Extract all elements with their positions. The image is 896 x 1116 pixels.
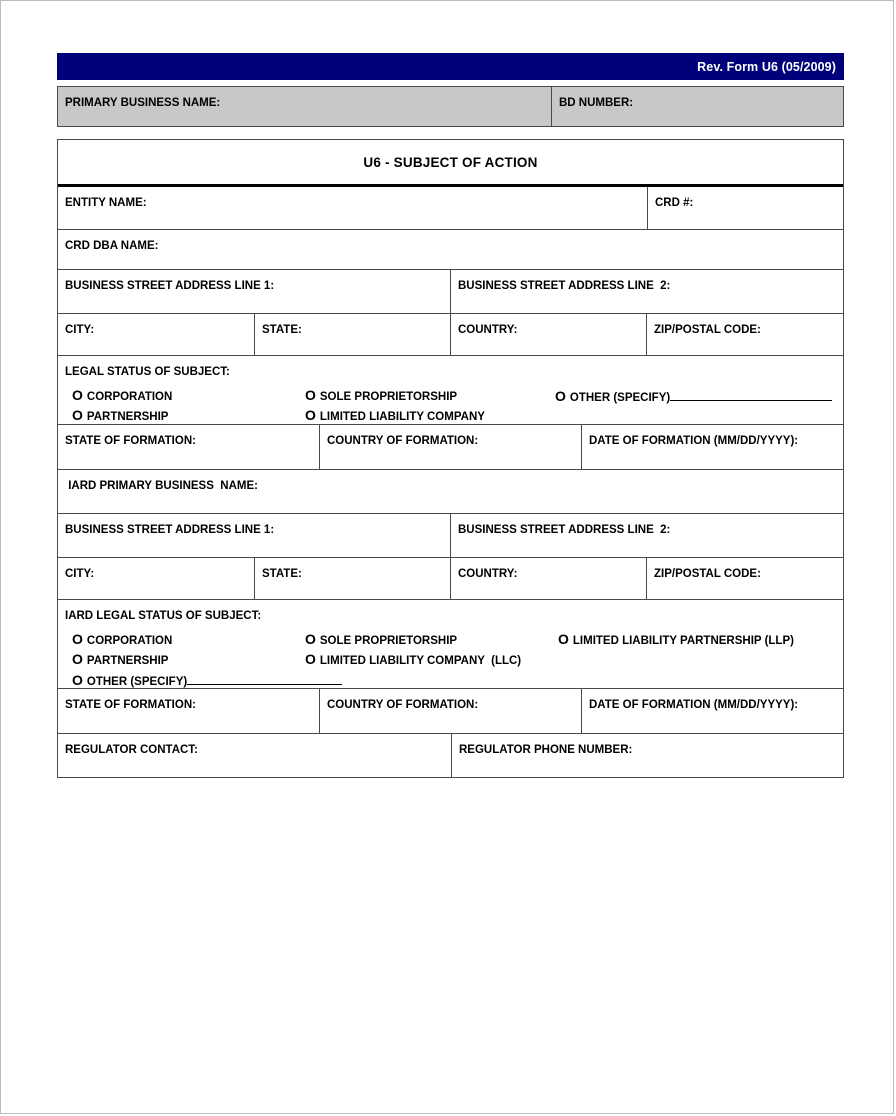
iard-option-llp[interactable]	[558, 633, 794, 647]
radio-icon: O	[305, 631, 316, 647]
iard-other-specify-input-line[interactable]	[187, 673, 342, 685]
radio-icon: O	[305, 407, 316, 423]
primary-business-name-field[interactable]	[58, 87, 552, 126]
address1-line1-field[interactable]	[58, 270, 451, 313]
form-table	[57, 139, 844, 778]
iard-option-partnership[interactable]	[72, 653, 168, 667]
address2-city-label: CITY:	[65, 568, 95, 580]
iard-primary-business-row	[58, 470, 843, 514]
iard-primary-business-name-label: IARD PRIMARY BUSINESS NAME:	[65, 480, 258, 492]
formation1-country-label: COUNTRY OF FORMATION:	[327, 435, 479, 447]
formation1-state-field[interactable]	[58, 425, 320, 469]
radio-icon: O	[558, 631, 569, 647]
city-state-row-2	[58, 558, 843, 600]
radio-icon: O	[72, 631, 83, 647]
address2-state-label: STATE:	[262, 568, 302, 580]
legal-status-option-sole-proprietorship[interactable]	[305, 389, 457, 403]
radio-icon: O	[72, 387, 83, 403]
legal-status-option-corporation[interactable]	[72, 389, 172, 403]
legal-status-option-llc[interactable]	[305, 409, 485, 423]
revision-label: Rev. Form U6 (05/2009)	[697, 59, 836, 74]
radio-icon: O	[305, 387, 316, 403]
address1-state-field[interactable]	[255, 314, 451, 355]
address2-city-field[interactable]	[58, 558, 255, 599]
legal-status-group	[58, 356, 843, 424]
legal-status-heading: LEGAL STATUS OF SUBJECT:	[65, 366, 230, 378]
regulator-phone-field[interactable]	[452, 734, 843, 777]
radio-icon: O	[72, 407, 83, 423]
address1-country-label: COUNTRY:	[458, 324, 518, 336]
address2-zip-label: ZIP/POSTAL CODE:	[654, 568, 761, 580]
form-title-row	[58, 140, 843, 187]
regulator-contact-field[interactable]	[58, 734, 452, 777]
business-address-row-1	[58, 270, 843, 314]
iard-primary-business-name-field[interactable]	[58, 470, 843, 513]
primary-business-row	[57, 86, 844, 127]
iard-option-llc[interactable]	[305, 653, 521, 667]
address2-line1-field[interactable]	[58, 514, 451, 557]
regulator-row	[58, 734, 843, 777]
formation-row-1	[58, 425, 843, 470]
legal-status-option-partnership[interactable]	[72, 409, 168, 423]
formation1-date-label: DATE OF FORMATION (MM/DD/YYYY):	[589, 435, 799, 447]
crd-dba-name-field[interactable]	[58, 230, 843, 269]
address2-country-field[interactable]	[451, 558, 647, 599]
option-label: LIMITED LIABILITY COMPANY	[319, 411, 485, 423]
address2-line2-label: BUSINESS STREET ADDRESS LINE 2:	[458, 524, 671, 536]
other-specify-input-line[interactable]	[670, 389, 832, 401]
formation2-country-field[interactable]	[320, 689, 582, 733]
iard-option-sole-proprietorship[interactable]	[305, 633, 457, 647]
option-label: LIMITED LIABILITY PARTNERSHIP (LLP)	[572, 635, 794, 647]
address1-line2-label: BUSINESS STREET ADDRESS LINE 2:	[458, 280, 671, 292]
entity-row	[58, 187, 843, 230]
radio-icon: O	[555, 388, 566, 404]
option-label: SOLE PROPRIETORSHIP	[319, 391, 458, 403]
city-state-row-1	[58, 314, 843, 356]
bd-number-label: BD NUMBER:	[559, 97, 634, 109]
formation1-date-field[interactable]	[582, 425, 843, 469]
option-label: OTHER (SPECIFY)	[569, 392, 671, 404]
option-label: CORPORATION	[86, 635, 173, 647]
regulator-phone-label: REGULATOR PHONE NUMBER:	[459, 744, 633, 756]
legal-status-option-other[interactable]	[555, 389, 832, 404]
address2-zip-field[interactable]	[647, 558, 843, 599]
address1-line1-label: BUSINESS STREET ADDRESS LINE 1:	[65, 280, 275, 292]
address1-country-field[interactable]	[451, 314, 647, 355]
legal-status-row	[58, 356, 843, 425]
formation2-date-label: DATE OF FORMATION (MM/DD/YYYY):	[589, 699, 799, 711]
entity-name-label: ENTITY NAME:	[65, 197, 147, 209]
radio-icon: O	[305, 651, 316, 667]
option-label: PARTNERSHIP	[86, 411, 169, 423]
business-address-row-2	[58, 514, 843, 558]
address1-city-label: CITY:	[65, 324, 95, 336]
address1-city-field[interactable]	[58, 314, 255, 355]
regulator-contact-label: REGULATOR CONTACT:	[65, 744, 198, 756]
formation2-state-field[interactable]	[58, 689, 320, 733]
address2-state-field[interactable]	[255, 558, 451, 599]
formation2-state-label: STATE OF FORMATION:	[65, 699, 196, 711]
address1-line2-field[interactable]	[451, 270, 843, 313]
address1-state-label: STATE:	[262, 324, 302, 336]
option-label: PARTNERSHIP	[86, 655, 169, 667]
iard-legal-status-heading: IARD LEGAL STATUS OF SUBJECT:	[65, 610, 262, 622]
formation2-date-field[interactable]	[582, 689, 843, 733]
formation2-country-label: COUNTRY OF FORMATION:	[327, 699, 479, 711]
address2-country-label: COUNTRY:	[458, 568, 518, 580]
crd-dba-name-label: CRD DBA NAME:	[65, 240, 159, 252]
option-label: LIMITED LIABILITY COMPANY (LLC)	[319, 655, 522, 667]
address1-zip-field[interactable]	[647, 314, 843, 355]
page-title: U6 - SUBJECT OF ACTION	[363, 154, 538, 170]
form-title-cell	[58, 140, 843, 184]
formation-row-2	[58, 689, 843, 734]
iard-legal-status-row	[58, 600, 843, 689]
address1-zip-label: ZIP/POSTAL CODE:	[654, 324, 761, 336]
crd-number-field[interactable]	[648, 187, 843, 229]
address2-line2-field[interactable]	[451, 514, 843, 557]
entity-name-field[interactable]	[58, 187, 648, 229]
option-label: SOLE PROPRIETORSHIP	[319, 635, 458, 647]
crd-number-label: CRD #:	[655, 197, 694, 209]
radio-icon: O	[72, 672, 83, 688]
crd-dba-row	[58, 230, 843, 270]
primary-business-name-label: PRIMARY BUSINESS NAME:	[65, 97, 221, 109]
radio-icon: O	[72, 651, 83, 667]
option-label: CORPORATION	[86, 391, 173, 403]
iard-legal-status-group	[58, 600, 843, 688]
option-label: OTHER (SPECIFY)	[86, 676, 188, 688]
iard-option-other[interactable]	[72, 673, 342, 688]
address2-line1-label: BUSINESS STREET ADDRESS LINE 1:	[65, 524, 275, 536]
formation1-state-label: STATE OF FORMATION:	[65, 435, 196, 447]
formation1-country-field[interactable]	[320, 425, 582, 469]
revision-header-bar	[57, 53, 844, 80]
iard-option-corporation[interactable]	[72, 633, 172, 647]
bd-number-field[interactable]	[552, 87, 843, 126]
